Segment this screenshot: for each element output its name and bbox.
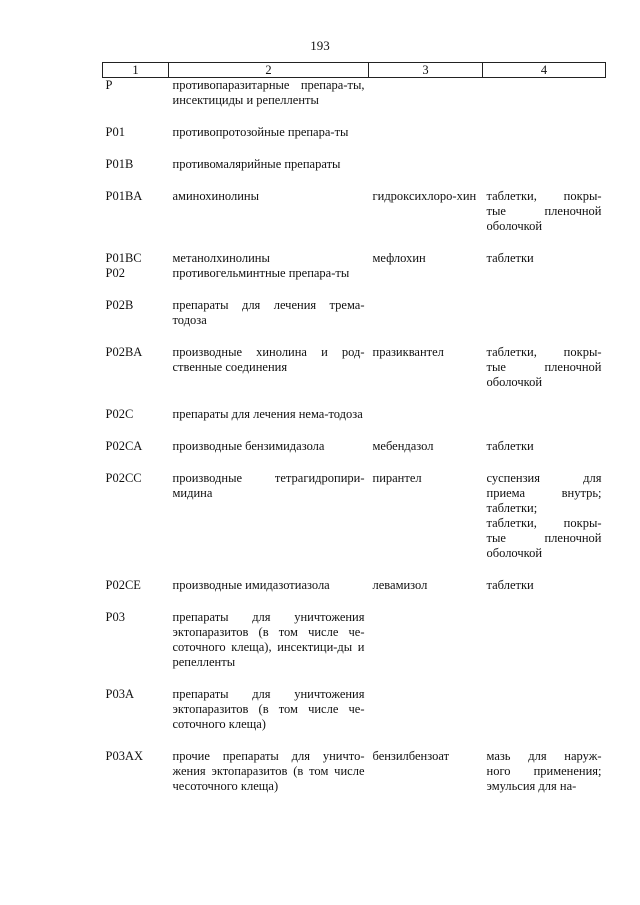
dosage-form-line: тые пленочной [486, 204, 602, 218]
classification-name-cell: препараты для лечения трема-тодоза [172, 298, 365, 327]
dosage-form-line: таблетки [486, 578, 534, 592]
dosage-form-line: оболочкой [486, 546, 543, 560]
atc-code-cell: P02B [105, 298, 134, 312]
atc-code-cell: P [105, 78, 113, 92]
dosage-form-line: приема внутрь; [486, 486, 602, 500]
table-row [103, 345, 606, 407]
table-row [103, 749, 606, 811]
classification-name-cell: производные имидазотиазола [172, 578, 330, 592]
atc-code-cell: P01B [105, 157, 134, 171]
classification-name-cell: препараты для уничтожения эктопаразитов (в том числе че-соточного клеща) [172, 687, 365, 731]
classification-name-cell: противомалярийные препараты [172, 157, 341, 171]
dosage-form-line: суспензия для [486, 471, 602, 485]
classification-name-cell: противопаразитарные препара-ты, инсектициды и репелленты [172, 78, 365, 107]
table-row [103, 687, 606, 749]
dosage-form-line: эмульсия для на- [486, 779, 577, 793]
drug-name-cell [369, 610, 483, 687]
dosage-form-cell [483, 345, 606, 407]
dosage-form-line: оболочкой [486, 219, 543, 233]
atc-code-cell: P02CA [105, 439, 143, 453]
atc-code-cell: P02C [105, 407, 134, 421]
drug-name-cell: мефлохин [372, 251, 426, 265]
classification-name-cell: производные бензимидазола [172, 439, 325, 453]
dosage-form-line: таблетки [486, 439, 534, 453]
dosage-form-cell [483, 157, 606, 189]
drug-name-cell [369, 78, 483, 126]
table-row [103, 471, 606, 578]
dosage-form-cell [483, 407, 606, 439]
atc-code-cell: P03AX [105, 749, 144, 763]
classification-name-cell: производные хинолина и род-ственные соединения [172, 345, 365, 374]
dosage-form-cell [483, 687, 606, 749]
classification-name-cell: аминохинолины [172, 189, 260, 203]
drug-name-cell [369, 298, 483, 345]
dosage-form-line: таблетки; [486, 501, 538, 515]
dosage-form-cell [483, 610, 606, 687]
dosage-form-cell [483, 578, 606, 610]
table-row [103, 578, 606, 610]
dosage-form-line: оболочкой [486, 375, 543, 389]
table-row [103, 189, 606, 251]
atc-code-cell: P01BA [105, 189, 143, 203]
drug-name-cell: бензилбензоат [372, 749, 450, 763]
table-row [103, 125, 606, 157]
drug-name-cell [369, 125, 483, 157]
dosage-form-cell [483, 189, 606, 251]
drug-name-cell: пирантел [372, 471, 422, 485]
table-row [103, 157, 606, 189]
drug-name-cell: празиквантел [372, 345, 444, 359]
table-row [103, 78, 606, 126]
column-number-2: 2 [169, 63, 369, 78]
column-number-4: 4 [483, 63, 606, 78]
dosage-form-line: таблетки, покры- [486, 516, 602, 530]
dosage-form-line: таблетки [486, 251, 534, 265]
atc-code-cell: P03A [105, 687, 134, 701]
drug-name-cell [369, 407, 483, 439]
classification-name-cell: прочие препараты для уничто-жения эктопаразитов (в том числе чесоточного клеща) [172, 749, 365, 793]
dosage-form-cell [483, 749, 606, 811]
classification-name-cell: противопротозойные препара-ты [172, 125, 349, 139]
dosage-form-cell [483, 251, 606, 298]
drug-name-cell [369, 157, 483, 189]
dosage-form-line: ного применения; [486, 764, 602, 778]
atc-code-cell: P02CE [105, 578, 141, 592]
table-row [103, 439, 606, 471]
drug-name-cell [369, 687, 483, 749]
classification-name-cell: препараты для уничтожения эктопаразитов (в том числе че-соточного клеща), инсектици-ды и репелленты [172, 610, 365, 669]
page-number: 193 [310, 38, 330, 53]
atc-code-cell: P02BA [105, 345, 143, 359]
drug-name-cell: мебендазол [372, 439, 434, 453]
table-row [103, 251, 606, 298]
classification-name-cell: препараты для лечения нема-тодоза [172, 407, 363, 421]
atc-code-cell: P01 [105, 125, 125, 139]
column-number-header-row [103, 63, 606, 78]
dosage-form-cell [483, 78, 606, 126]
table-row [103, 298, 606, 345]
classification-name-cell: метанолхинолины противогельминтные препара-ты [172, 251, 350, 280]
dosage-form-cell [483, 471, 606, 578]
column-number-3: 3 [369, 63, 483, 78]
table-body [103, 78, 606, 812]
dosage-form-cell [483, 125, 606, 157]
classification-name-cell: производные тетрагидропири-мидина [172, 471, 365, 500]
atc-code-cell: P01BC P02 [105, 251, 142, 280]
atc-code-cell: P02CC [105, 471, 142, 485]
drug-classification-table [102, 62, 606, 811]
dosage-form-line: таблетки, покры- [486, 345, 602, 359]
drug-name-cell: левамизол [372, 578, 428, 592]
dosage-form-line: таблетки, покры- [486, 189, 602, 203]
dosage-form-cell [483, 439, 606, 471]
table-row [103, 610, 606, 687]
column-number-1: 1 [103, 63, 169, 78]
atc-code-cell: P03 [105, 610, 125, 624]
table-row [103, 407, 606, 439]
dosage-form-cell [483, 298, 606, 345]
dosage-form-line: тые пленочной [486, 531, 602, 545]
drug-name-cell: гидроксихлоро-хин [372, 189, 477, 203]
dosage-form-line: тые пленочной [486, 360, 602, 374]
dosage-form-line: мазь для наруж- [486, 749, 602, 763]
